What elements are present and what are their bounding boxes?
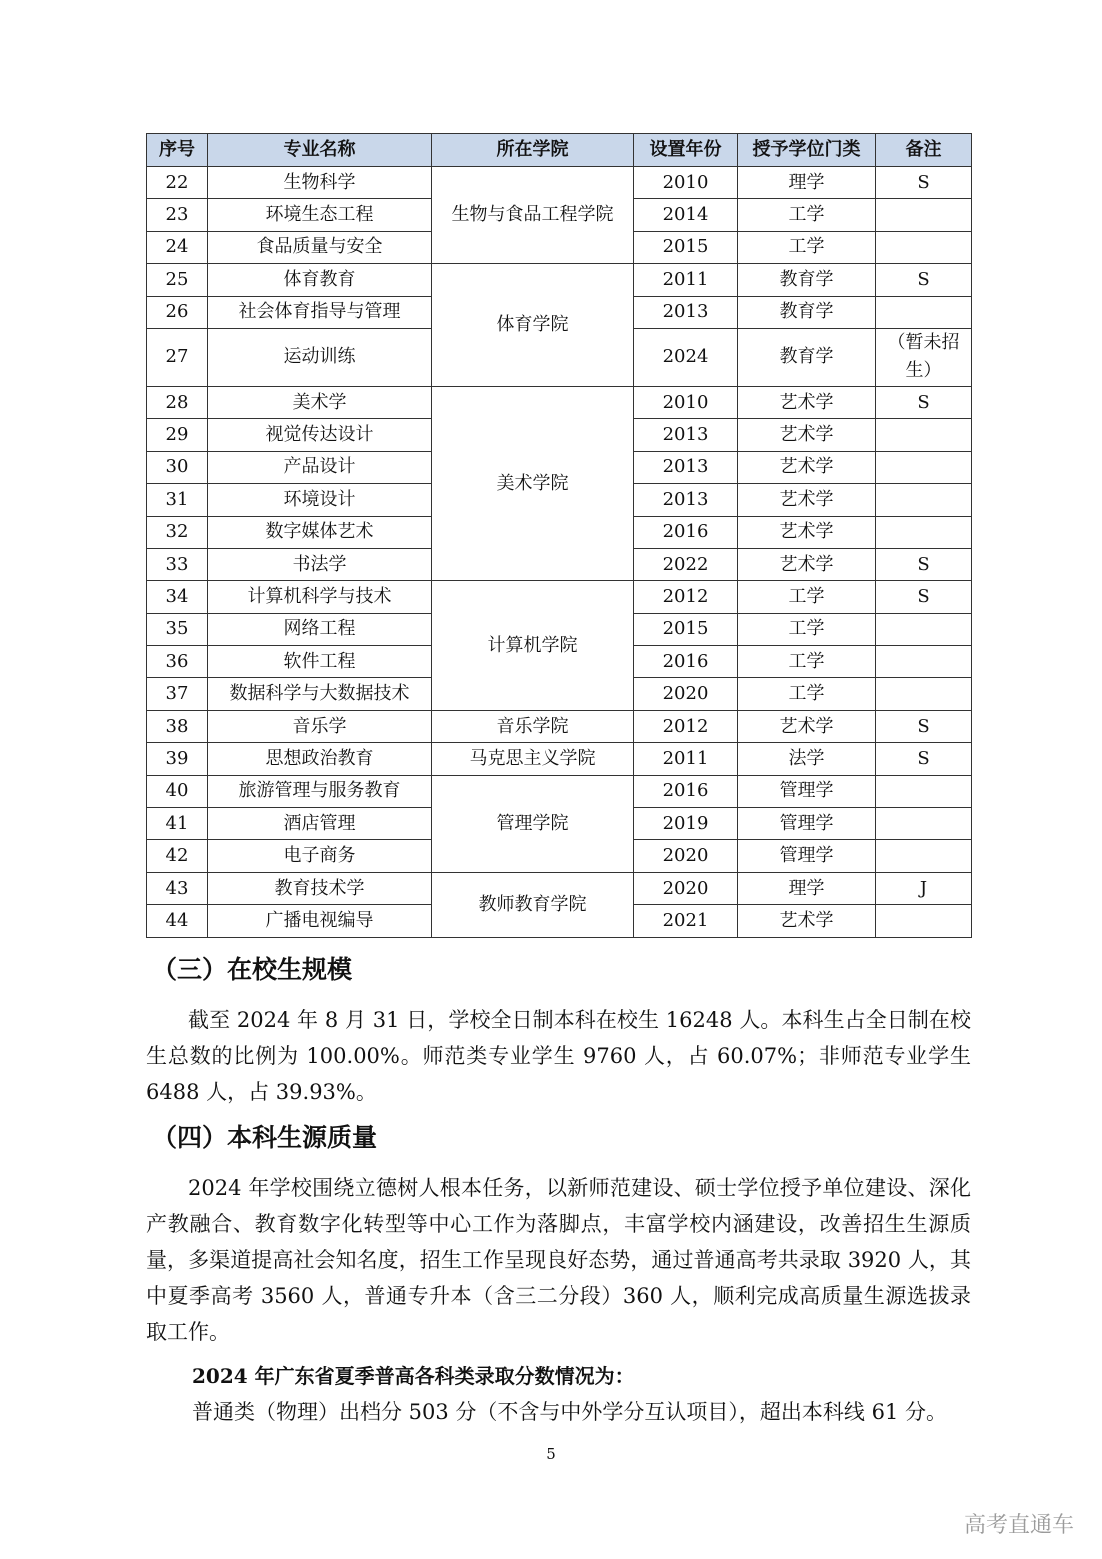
col-header-year: 设置年份 xyxy=(634,134,738,167)
cell-major: 视觉传达设计 xyxy=(208,419,432,451)
cell-note xyxy=(876,678,972,710)
cell-year: 2012 xyxy=(634,710,738,742)
cell-degree: 管理学 xyxy=(738,808,876,840)
cell-major: 数据科学与大数据技术 xyxy=(208,678,432,710)
cell-major: 食品质量与安全 xyxy=(208,231,432,263)
source-quality-paragraph: 2024 年学校围绕立德树人根本任务，以新师范建设、硕士学位授予单位建设、深化产教融合、教育数字化转型等中心工作为落脚点，丰富学校内涵建设，改善招生生源质量，多渠道提高社会知名度，招生工作呈现良好态势，通过普通高考共录取 3920 人，其中夏季高考 3560 人，普通专升本（含三二分段）360 人，顺利完成高质量生源选拔录取工作。 xyxy=(146,1176,971,1344)
cell-major: 酒店管理 xyxy=(208,808,432,840)
cell-degree: 艺术学 xyxy=(738,905,876,937)
cell-year: 2010 xyxy=(634,386,738,418)
table-row xyxy=(147,743,972,775)
cell-year: 2013 xyxy=(634,296,738,328)
cell-degree: 理学 xyxy=(738,167,876,199)
cell-year: 2019 xyxy=(634,808,738,840)
cell-degree: 艺术学 xyxy=(738,484,876,516)
cell-year: 2012 xyxy=(634,581,738,613)
col-header-major: 专业名称 xyxy=(208,134,432,167)
cell-degree: 艺术学 xyxy=(738,516,876,548)
cell-year: 2015 xyxy=(634,613,738,645)
cell-note xyxy=(876,613,972,645)
cell-no: 28 xyxy=(147,386,208,418)
enrollment-paragraph: 截至 2024 年 8 月 31 日，学校全日制本科在校生 16248 人。本科生占全日制在校生总数的比例为 100.00%。师范类专业学生 9760 人，占 60.07%；非师范专业学生 6488 人，占 39.93%。 xyxy=(146,1008,971,1104)
cell-degree: 工学 xyxy=(738,231,876,263)
cell-note xyxy=(876,840,972,872)
cell-major: 音乐学 xyxy=(208,710,432,742)
cell-no: 40 xyxy=(147,775,208,807)
cell-year: 2016 xyxy=(634,516,738,548)
cell-no: 34 xyxy=(147,581,208,613)
cell-year: 2010 xyxy=(634,167,738,199)
cell-note xyxy=(876,199,972,231)
cell-degree: 理学 xyxy=(738,872,876,904)
cell-major: 环境设计 xyxy=(208,484,432,516)
cell-year: 2015 xyxy=(634,231,738,263)
cell-no: 33 xyxy=(147,548,208,580)
cell-no: 31 xyxy=(147,484,208,516)
cell-major: 思想政治教育 xyxy=(208,743,432,775)
cell-year: 2016 xyxy=(634,775,738,807)
cell-college: 生物与食品工程学院 xyxy=(432,167,634,264)
cell-degree: 艺术学 xyxy=(738,710,876,742)
cell-no: 30 xyxy=(147,451,208,483)
cell-note xyxy=(876,775,972,807)
cell-degree: 工学 xyxy=(738,646,876,678)
cell-major: 体育教育 xyxy=(208,264,432,296)
cell-major: 数字媒体艺术 xyxy=(208,516,432,548)
cell-degree: 工学 xyxy=(738,581,876,613)
cell-degree: 教育学 xyxy=(738,328,876,386)
cell-year: 2020 xyxy=(634,678,738,710)
section-heading-enrollment: （三）在校生规模 xyxy=(152,955,353,984)
cell-degree: 艺术学 xyxy=(738,451,876,483)
cell-degree: 教育学 xyxy=(738,264,876,296)
cell-college: 体育学院 xyxy=(432,264,634,387)
table-row xyxy=(147,167,972,199)
cell-no: 36 xyxy=(147,646,208,678)
table-row xyxy=(147,264,972,296)
cell-year: 2011 xyxy=(634,743,738,775)
cell-note xyxy=(876,296,972,328)
table-row xyxy=(147,775,972,807)
cell-degree: 工学 xyxy=(738,678,876,710)
score-subheading: 2024 年广东省夏季普高各科类录取分数情况为： xyxy=(192,1364,635,1388)
cell-major: 旅游管理与服务教育 xyxy=(208,775,432,807)
cell-college: 计算机学院 xyxy=(432,581,634,711)
cell-note: S xyxy=(876,710,972,742)
cell-year: 2013 xyxy=(634,484,738,516)
cell-degree: 教育学 xyxy=(738,296,876,328)
col-header-degree: 授予学位门类 xyxy=(738,134,876,167)
cell-no: 32 xyxy=(147,516,208,548)
cell-major: 产品设计 xyxy=(208,451,432,483)
table-row xyxy=(147,581,972,613)
cell-no: 39 xyxy=(147,743,208,775)
cell-major: 教育技术学 xyxy=(208,872,432,904)
cell-degree: 管理学 xyxy=(738,840,876,872)
col-header-no: 序号 xyxy=(147,134,208,167)
cell-major: 网络工程 xyxy=(208,613,432,645)
cell-major: 计算机科学与技术 xyxy=(208,581,432,613)
cell-no: 29 xyxy=(147,419,208,451)
cell-year: 2024 xyxy=(634,328,738,386)
cell-degree: 管理学 xyxy=(738,775,876,807)
cell-no: 24 xyxy=(147,231,208,263)
cell-year: 2020 xyxy=(634,840,738,872)
cell-no: 35 xyxy=(147,613,208,645)
cell-major: 软件工程 xyxy=(208,646,432,678)
cell-year: 2022 xyxy=(634,548,738,580)
cell-year: 2013 xyxy=(634,451,738,483)
cell-major: 电子商务 xyxy=(208,840,432,872)
cell-note: S xyxy=(876,743,972,775)
cell-note: S xyxy=(876,167,972,199)
cell-no: 41 xyxy=(147,808,208,840)
score-line-physics: 普通类（物理）出档分 503 分（不含与中外学分互认项目），超出本科线 61 分。 xyxy=(192,1400,948,1424)
cell-degree: 工学 xyxy=(738,199,876,231)
cell-note: S xyxy=(876,581,972,613)
cell-note: S xyxy=(876,264,972,296)
cell-college: 音乐学院 xyxy=(432,710,634,742)
cell-year: 2016 xyxy=(634,646,738,678)
cell-degree: 艺术学 xyxy=(738,548,876,580)
cell-college: 管理学院 xyxy=(432,775,634,872)
cell-no: 42 xyxy=(147,840,208,872)
table-row xyxy=(147,872,972,904)
col-header-note: 备注 xyxy=(876,134,972,167)
cell-no: 22 xyxy=(147,167,208,199)
cell-note: （暂未招生） xyxy=(876,328,972,386)
cell-major: 美术学 xyxy=(208,386,432,418)
table-header-row xyxy=(147,134,972,167)
cell-no: 23 xyxy=(147,199,208,231)
cell-year: 2021 xyxy=(634,905,738,937)
cell-major: 社会体育指导与管理 xyxy=(208,296,432,328)
cell-degree: 艺术学 xyxy=(738,386,876,418)
cell-no: 25 xyxy=(147,264,208,296)
cell-major: 广播电视编导 xyxy=(208,905,432,937)
cell-year: 2011 xyxy=(634,264,738,296)
table-row xyxy=(147,710,972,742)
cell-major: 生物科学 xyxy=(208,167,432,199)
cell-no: 37 xyxy=(147,678,208,710)
cell-year: 2014 xyxy=(634,199,738,231)
table-row xyxy=(147,386,972,418)
cell-note xyxy=(876,419,972,451)
cell-note: J xyxy=(876,872,972,904)
col-header-college: 所在学院 xyxy=(432,134,634,167)
cell-no: 26 xyxy=(147,296,208,328)
cell-note xyxy=(876,808,972,840)
watermark: 高考直通车 xyxy=(963,1513,1074,1538)
cell-college: 教师教育学院 xyxy=(432,872,634,937)
cell-no: 27 xyxy=(147,328,208,386)
page-number: 5 xyxy=(546,1445,556,1463)
cell-degree: 法学 xyxy=(738,743,876,775)
cell-degree: 工学 xyxy=(738,613,876,645)
cell-college: 马克思主义学院 xyxy=(432,743,634,775)
section-heading-source-quality: （四）本科生源质量 xyxy=(152,1123,378,1152)
cell-note: S xyxy=(876,386,972,418)
cell-note xyxy=(876,451,972,483)
cell-major: 运动训练 xyxy=(208,328,432,386)
cell-year: 2013 xyxy=(634,419,738,451)
cell-no: 43 xyxy=(147,872,208,904)
cell-note xyxy=(876,231,972,263)
cell-note xyxy=(876,646,972,678)
majors-table xyxy=(146,133,972,938)
cell-no: 38 xyxy=(147,710,208,742)
cell-no: 44 xyxy=(147,905,208,937)
cell-note xyxy=(876,905,972,937)
cell-major: 环境生态工程 xyxy=(208,199,432,231)
cell-college: 美术学院 xyxy=(432,386,634,580)
cell-note xyxy=(876,516,972,548)
cell-note: S xyxy=(876,548,972,580)
cell-degree: 艺术学 xyxy=(738,419,876,451)
cell-note xyxy=(876,484,972,516)
cell-major: 书法学 xyxy=(208,548,432,580)
cell-year: 2020 xyxy=(634,872,738,904)
